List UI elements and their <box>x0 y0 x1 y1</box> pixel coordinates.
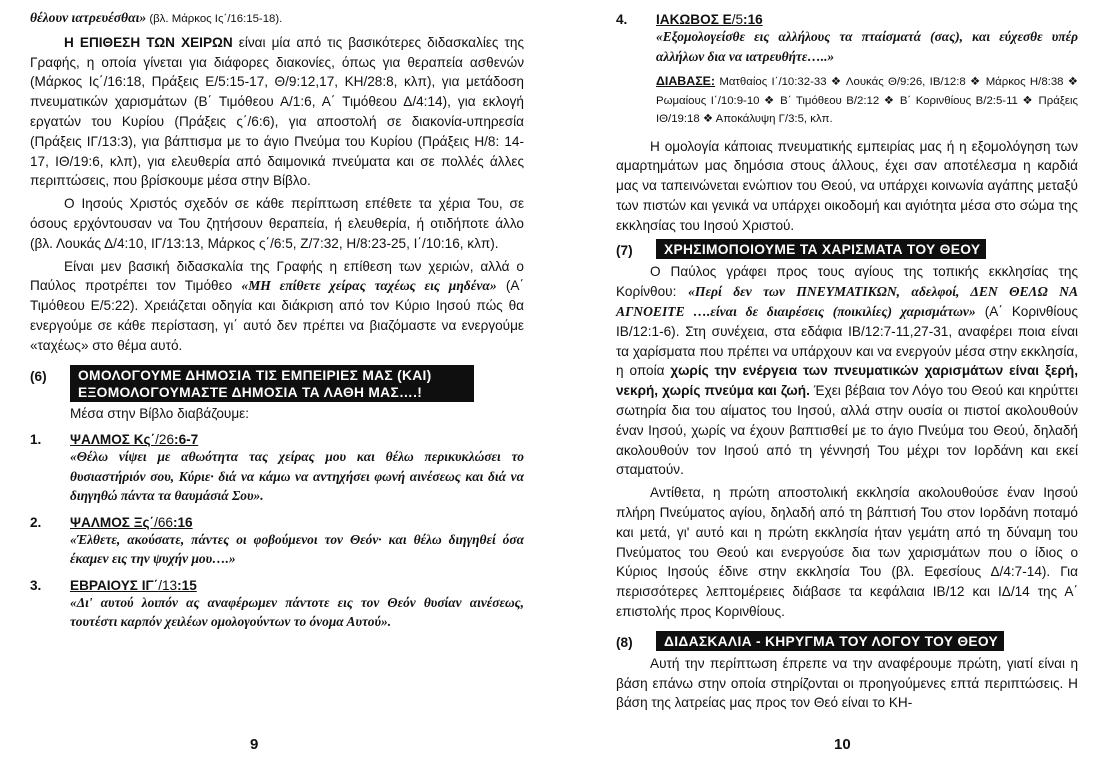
verse-heading <box>30 515 524 530</box>
emphasis-text: χωρίς την ενέργεια των πνευματικών χαρισμάτων είναι ξερή, νεκρή, χωρίς πνεύμα και ζωή. <box>616 363 1079 399</box>
continued-quote-line <box>30 8 524 30</box>
paragraph-text: (Α΄ Τιμόθεου Ε/5:22). Χρειάζεται οδηγία και διάκριση από τον Κύριο Ιησού πώς θα ενεργούμε σε κάθε περίσταση, γι΄ αυτό δεν πρέπει να βιαζόμαστε να ενεργούμε «ταχέως» στο θέμα αυτό. <box>30 278 525 353</box>
ref-book: ΕΒΡΑΙΟΥΣ ΙΓ΄ <box>70 577 159 593</box>
section-title-line-1: ΟΜΟΛΟΓΟΥΜΕ ΔΗΜΟΣΙΑ ΤΙΣ ΕΜΠΕΙΡΙΕΣ ΜΑΣ (ΚΑΙ) <box>78 367 432 383</box>
verse-text: «Έλθετε, ακούσατε, πάντες οι φοβούμενοι τον Θεόν· και θέλω διηγηθεί όσα έκαμεν εις την ψυχήν μου….» <box>70 531 524 567</box>
paragraph-confession: Η ομολογία κάποιας πνευματικής εμπειρίας μας ή η εξομολόγηση των αμαρτημάτων μας δημόσια στους άλλους, έχει σαν αποτέλεσμα η καρδιά μας να ταπεινώνεται ενώπιον του Θεού, να υπάρχει κοινωνία αγάπης μεταξύ των πιστών και γενικά να υπάρχει οικοδομή και αγιότητα μέσα στο σώμα της εκκλησίας του Ιησού Χριστού. <box>616 138 1078 233</box>
verse-heading <box>616 12 1078 27</box>
topic-lead: Η ΕΠΙΘΕΣΗ ΤΩΝ ΧΕΙΡΩΝ <box>64 34 233 50</box>
ref-verse: :15 <box>177 577 197 593</box>
section-number: (6) <box>30 368 47 384</box>
verse-1 <box>30 432 524 506</box>
section-8-heading <box>616 631 1078 652</box>
verse-2 <box>30 515 524 569</box>
quote-fragment: θέλουν ιατρευέσθαι» <box>30 10 147 25</box>
ref-chapter: /26 <box>155 432 175 448</box>
paragraph-jesus-hands: Ο Ιησούς Χριστός σχεδόν σε κάθε περίπτωση επέθετε τα χέρια Του, σε όσους ερχόντουσαν να Του ζητήσουν θεραπεία, ή ελευθερία, ή οτιδήποτε άλλο (βλ. Λουκάς Δ/4:10, ΙΓ/13:13, Μάρκος ς΄/6:5, Ζ/7:32, Η/8:23-25, Ι΄/10:16, κλπ). <box>30 196 524 251</box>
paragraph-text: Έχει βέβαια τον Λόγο του Θεού και κηρύττει σωτηρία δια του αίματος του Ιησού, αλλά στην ουσία οι πιστοί ακολουθούν έναν Ιησού, χωρίς να έχουν βαπτισθεί με το άγιο Πνεύμα του Θεού, δηλαδή ακολουθούν τον Ιησού από τη γέννησή Του μέχρι τον Ιορδάνη και εκεί σταματούν. <box>616 383 1078 478</box>
section-title-box: ΔΙΔΑΣΚΑΛΙΑ - ΚΗΡΥΓΜΑ ΤΟΥ ΛΟΓΟΥ ΤΟΥ ΘΕΟΥ <box>656 631 1004 651</box>
quote-timothy: «ΜΗ επίθετε χείρας ταχέως εις μηδένα» <box>241 278 497 294</box>
paragraph-text: Είναι μεν βασική διδασκαλία της Γραφής η επίθεση των χεριών, αλλά ο Παύλος προτρέπει τον Τιμόθεο <box>30 258 524 294</box>
paragraph-apostolic-church: Αντίθετα, η πρώτη αποστολική εκκλησία ακολουθούσε έναν Ιησού πλήρη Πνεύματος αγίου, δηλαδή από τη βάπτισή Του στον Ιορδάνη ποταμό και μετά, γι' αυτό και η πρώτη εκκλησία ήταν γεμάτη από τη δύναμη του Πνεύματος του Θεού και ενεργούσε δια των χαρισμάτων που ο ίδιος ο Κύριος Ιησούς έδινε στην εκκλησία Του (βλ. Εφεσίους Δ/4:7-14). Για περισσότερες λεπτομέρειες διάβασε τα κεφάλαια ΙΒ/12 και ΙΔ/14 της Α΄ επιστολής προς Κορινθίους. <box>616 485 1078 620</box>
verse-reference <box>70 578 197 593</box>
paragraph-laying-on-hands <box>30 33 524 191</box>
paragraph-text: Ο Παύλος γράφει προς τους αγίους της τοπικής εκκλησίας της Κορίνθου: <box>616 264 1078 300</box>
section-7-heading <box>616 239 1078 260</box>
ref-verse: :6-7 <box>174 432 199 448</box>
section-title-box: ΧΡΗΣΙΜΟΠΟΙΟΥΜΕ ΤΑ ΧΑΡΙΣΜΑΤΑ ΤΟΥ ΘΕΟΥ <box>656 239 986 259</box>
verse-number: 1. <box>30 432 42 448</box>
paragraph-paul-corinth <box>616 262 1078 480</box>
ref-verse: :16 <box>172 514 193 530</box>
verse-text: «Θέλω νίψει με αθωότητα τας χείρας μου και θέλω περικυκλώσει το θυσιαστήριόν σου, Κύριε· διά να κάμω να αντηχήσει φωνή αινέσεως και διά να διηγηθώ πάντα τα θαυμάσιά Σου». <box>70 449 524 504</box>
verse-heading <box>30 432 524 447</box>
ref-chapter: /66 <box>154 514 173 530</box>
verse-reference <box>656 12 763 27</box>
ref-chapter: /5 <box>731 12 744 27</box>
ref-book: ΨΑΛΜΟΣ Κς΄ <box>70 432 156 448</box>
verse-heading <box>30 578 524 593</box>
scripture-ref: (βλ. Μάρκος Ις΄/16:15-18). <box>146 13 283 25</box>
section-number: (7) <box>616 243 633 259</box>
paragraph-text: είναι μία από τις βασικότερες διδασκαλίες της Γραφής, η οποία γίνεται για διάφορες διακονίες, όπως για θεραπεία ασθενών (Μάρκος Ις΄/16:18, Πράξεις Ε/5:15-17, Θ/9:12,17, ΚΗ/28:8, κλπ), για μετάδοση πνευματικών χαρισμάτων (Β΄ Τιμόθεου Α/1:6, Α΄ Τιμόθεου Δ/4:14), για εκλογή εργατών του Κυρίου (Πράξεις ς΄/6:6), για αποστολή σε διακονία-υπηρεσία (Πράξεις ΙΓ/13:3), για βάπτισμα με το άγιο Πνεύμα του Κυρίου (Πράξεις Η/8: 14-17, ΙΘ/19:6, κλπ), για ελευθερία από δαιμονικά πνεύματα και σε πολλές άλλες περιπτώσεις, που βρίσκουμε μέσα στην Βίβλο. <box>30 34 524 189</box>
verse-text: «Εξομολογείσθε εις αλλήλους τα πταίσματά (σας), και εύχεσθε υπέρ αλλήλων δια να ιατρευθήτε…..» <box>656 29 1078 64</box>
ref-book: ΙΑΚΩΒΟΣ Ε <box>656 12 732 27</box>
read-also-list <box>656 72 1078 129</box>
section-6-heading <box>30 365 524 402</box>
read-also-label: ΔΙΑΒΑΣΕ: <box>656 74 716 88</box>
verse-3 <box>30 578 524 632</box>
verse-reference <box>70 515 193 530</box>
section-title-line-2: ΕΞΟΜΟΛΟΓΟΥΜΑΣΤΕ ΔΗΜΟΣΙΑ ΤΑ ΛΑΘΗ ΜΑΣ….! <box>78 384 423 400</box>
verse-number: 3. <box>30 577 42 593</box>
verse-number: 4. <box>616 12 628 27</box>
ref-book: ΨΑΛΜΟΣ Ξς΄ <box>70 514 155 530</box>
page-number: 10 <box>834 736 851 753</box>
verse-reference <box>70 432 198 447</box>
verse-4 <box>616 12 1078 66</box>
page-number: 9 <box>250 736 259 753</box>
verse-number: 2. <box>30 514 42 530</box>
ref-chapter: /13 <box>158 577 178 593</box>
ref-verse: :16 <box>743 12 763 27</box>
page-10 <box>550 0 1100 766</box>
section-title-box <box>70 365 474 402</box>
verse-text: «Δι' αυτού λοιπόν ας αναφέρωμεν πάντοτε εις τον Θεόν θυσίαν αινέσεως, τουτέστι καρπόν χειλέων ομολογούντων το όνομα Αυτού». <box>70 594 524 630</box>
read-also-references: Ματθαίος Ι΄/10:32-33 ❖ Λουκάς Θ/9:26, ΙΒ/12:8 ❖ Μάρκος Η/8:38 ❖ Ρωμαίους Ι΄/10:9-10 ❖ Β΄ Τιμόθεου Β/2:12 ❖ Β΄ Κορινθίους Β/2:5-11 ❖ Πράξεις ΙΘ/19:18 ❖ Αποκάλυψη Γ/3:5, κλπ. <box>656 76 1078 125</box>
paragraph-teaching: Αυτή την περίπτωση έπρεπε να την αναφέρουμε πρώτη, γιατί είναι η βάση επάνω στην οποία στηρίζονται οι προηγούμενες επτά περιπτώσεις. Η βάση της λατρείας μας προς τον Θεό είναι το ΚΗ- <box>616 655 1078 711</box>
quote-corinthians: «Περί δεν των ΠΝΕΥΜΑΤΙΚΩΝ, αδελφοί, ΔΕΝ ΘΕΛΩ ΝΑ ΑΓΝΟΕΙΤΕ ….είναι δε διαιρέσεις (ποικιλίες) χαρισμάτων» <box>616 284 1079 320</box>
paragraph-text: (Α΄ Κορινθίους ΙΒ/12:1-6). Στη συνέχεια, στα εδάφια ΙΒ/12:7-11,27-31, αναφέρει ποια είναι τα χαρίσματα που πρέπει να υπάρχουν και να ενεργούν μέσα στην εκκλησία, η οποία <box>616 304 1079 379</box>
section-intro: Μέσα στην Βίβλο διαβάζουμε: <box>70 405 250 421</box>
section-number: (8) <box>616 634 633 650</box>
paragraph-timothy <box>30 257 524 356</box>
